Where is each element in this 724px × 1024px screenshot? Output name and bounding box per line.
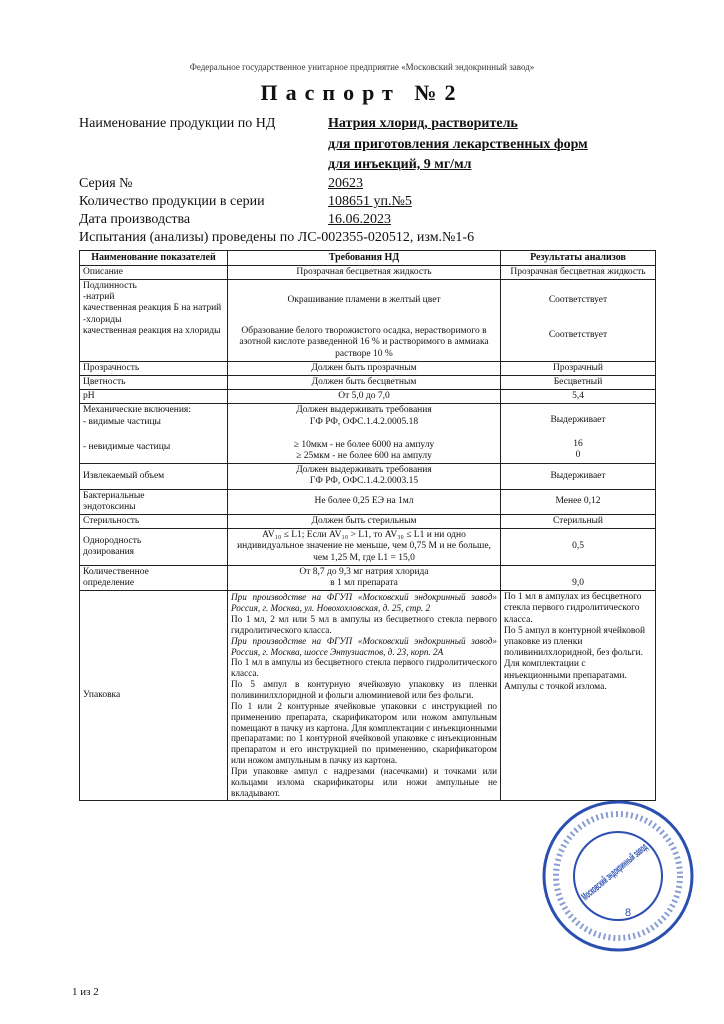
organization-header: Федеральное государственное унитарное предприятие «Московский эндокринный завод» [189,62,535,72]
requirement-text: Должен выдерживать требования [296,465,432,476]
row-name-line: качественная реакция на хлориды [83,325,221,336]
table-row [80,361,656,375]
header-results: Результаты анализов [501,251,656,266]
series-label: Серия № [79,176,133,191]
table-row [80,529,656,566]
row-result: 0,5 [501,529,656,566]
row-requirement [228,565,501,590]
result-text: 0 [575,449,581,460]
requirement-text: ≥ 10мкм - не более 6000 на ампулу [293,439,435,450]
row-name [80,529,228,566]
row-name: Стерильность [80,515,228,529]
packaging-paragraph: По 1 мл в ампулы из бесцветного стекла первого гидролитического класса. [231,657,497,679]
company-stamp [538,779,724,956]
production-date-label: Дата производства [79,212,191,227]
packaging-paragraph: При упаковке ампул с надрезами (насечками) и точками или кольцами излома скарификаторы или ножи ампульные не вкладывают. [231,766,497,798]
packaging-paragraph: При производстве на ФГУП «Московский эндокринный завод» Россия, г. Москва, шоссе Энтузиастов, д. 23, корп. 2А [231,635,497,657]
row-name: Извлекаемый объем [80,464,228,489]
row-result [501,591,656,800]
row-result: Менее 0,12 [501,489,656,514]
header-name: Наименование показателей [80,251,228,266]
tests-label: Испытания (анализы) проведены по ЛС-002355-020512, изм.№1-6 [79,230,475,245]
table-row [80,489,656,514]
row-result: Прозрачный [501,361,656,375]
page-number: 1 из 2 [72,986,99,998]
result-text: Соответствует [548,295,608,305]
quantity-label: Количество продукции в серии [79,194,265,209]
row-result: Бесцветный [501,376,656,390]
passport-table [79,250,656,801]
row-result: Прозрачная бесцветная жидкость [501,265,656,279]
stamp-number: 8 [624,907,632,919]
packaging-result: Для комплектации с инъекционными препаратами. Ампулы с точкой излома. [504,659,627,692]
requirement-text: Образование белого творожистого осадка, нерастворимого в азотной кислоте разведенной 16 % и растворимого в аммиака растворе 10 % [239,326,489,359]
row-requirement: Прозрачная бесцветная жидкость [228,265,501,279]
row-result: 5,4 [501,390,656,404]
row-requirement: Должен быть бесцветным [228,376,501,390]
table-row [80,565,656,590]
table-row [80,464,656,489]
row-requirement [228,591,501,800]
row-result: Выдерживает [501,464,656,489]
row-requirement [228,464,501,489]
packaging-paragraph: При производстве на ФГУП «Московский эндокринный завод» Россия, г. Москва, ул. Новохохловская, д. 25, стр. 2 [231,592,497,614]
production-date-value: 16.06.2023 [328,212,391,227]
product-line-1: Натрия хлорид, растворитель [328,116,518,131]
row-name-line: Механические включения: [83,405,191,416]
result-text: 16 [573,438,583,449]
row-name-line: Однородность [83,535,142,546]
stamp-center-text: Московский эндокринный завод [579,779,724,904]
requirement-text: От 8,7 до 9,3 мг натрия хлорида [299,566,429,577]
table-row [80,404,656,464]
row-name: Прозрачность [80,361,228,375]
quantity-value: 108651 уп.№5 [328,194,412,209]
row-name: Упаковка [80,591,228,800]
row-requirement: От 5,0 до 7,0 [228,390,501,404]
row-name-line: - невидимые частицы [83,441,171,452]
row-name-line: Количественное [83,566,149,577]
document-title: Паспорт №2 [260,80,464,105]
requirement-text: ГФ РФ, ОФС.1.4.2.0005.18 [309,416,419,427]
row-name-line: Подлинность [83,281,137,291]
row-name [80,565,228,590]
table-header-row [80,251,656,266]
row-name [80,404,228,464]
requirement-text: Окрашивание пламени в желтый цвет [287,295,441,305]
row-name [80,489,228,514]
row-requirement: Должен быть прозрачным [228,361,501,375]
row-result [501,280,656,362]
row-name-line: - видимые частицы [83,416,161,427]
row-requirement [228,280,501,362]
packaging-paragraph: По 5 ампул в контурную ячейковую упаковку из пленки поливинилхлоридной и фольги алюминиевой или без фольги. [231,679,497,700]
result-text: Выдерживает [550,415,606,426]
row-requirement: Не более 0,25 ЕЭ на 1мл [228,489,501,514]
row-name-line: качественная реакция Б на натрий [83,303,222,314]
packaging-result: По 5 ампул в контурной ячейковой упаковке из пленки поливинилхлоридной, без фольги. [504,625,646,659]
packaging-result: По 1 мл в ампулах из бесцветного стекла первого гидролитического класса. [504,592,642,625]
row-name-line: -хлориды [83,314,122,325]
table-row [80,591,656,800]
product-line-2: для приготовления лекарственных форм [328,137,588,152]
requirement-text: Должен выдерживать требования [296,405,432,416]
row-name: Цветность [80,376,228,390]
row-name-line: определение [83,578,135,589]
row-name-line: эндотоксины [83,501,136,512]
row-requirement [228,404,501,464]
row-result [501,404,656,464]
series-value: 20623 [328,176,363,191]
requirement-text: в 1 мл препарата [330,578,398,589]
requirement-text: ≥ 25мкм - не более 600 на ампулу [296,451,432,462]
row-result: Стерильный [501,515,656,529]
row-name-line: -натрий [83,292,115,303]
result-text: Соответствует [548,330,608,341]
row-name-line: дозирования [83,547,135,558]
row-name-line: Бактериальные [83,490,145,501]
product-line-3: для инъекций, 9 мг/мл [328,157,472,172]
table-row [80,515,656,529]
header-requirements: Требования НД [228,251,501,266]
requirement-text: ГФ РФ, ОФС.1.4.2.0003.15 [309,476,419,487]
row-name: pH [80,390,228,404]
table-row [80,280,656,362]
row-name: Описание [80,265,228,279]
row-name [80,280,228,362]
packaging-paragraph: По 1 или 2 контурные ячейковые упаковки с инструкцией по применению препарата, скарификатором или ножом ампульным помещают в пачку из картона. Для комплектации с инъекционными препаратами: по 1 контурной ячейковой упаковке с инъекционным препаратом и его инструкцией по применению, скарификатором или ножом ампульным в пачку из картона. [231,700,497,766]
row-result: 9,0 [501,565,656,590]
row-requirement: AV₁₀ ≤ L1; Если AV₁₀ > L1, то AV₃₀ ≤ L1 и ни одно индивидуальное значение не меньше, чем 0,75 М и не больше, чем 1,25 М, где L1 = 15,0 [228,529,501,566]
table-row [80,376,656,390]
table-row [80,390,656,404]
row-requirement: Должен быть стерильным [228,515,501,529]
packaging-paragraph: По 1 мл, 2 мл или 5 мл в ампулы из бесцветного стекла первого гидролитического класса. [231,613,497,635]
table-row [80,265,656,279]
product-label: Наименование продукции по НД [79,116,276,131]
